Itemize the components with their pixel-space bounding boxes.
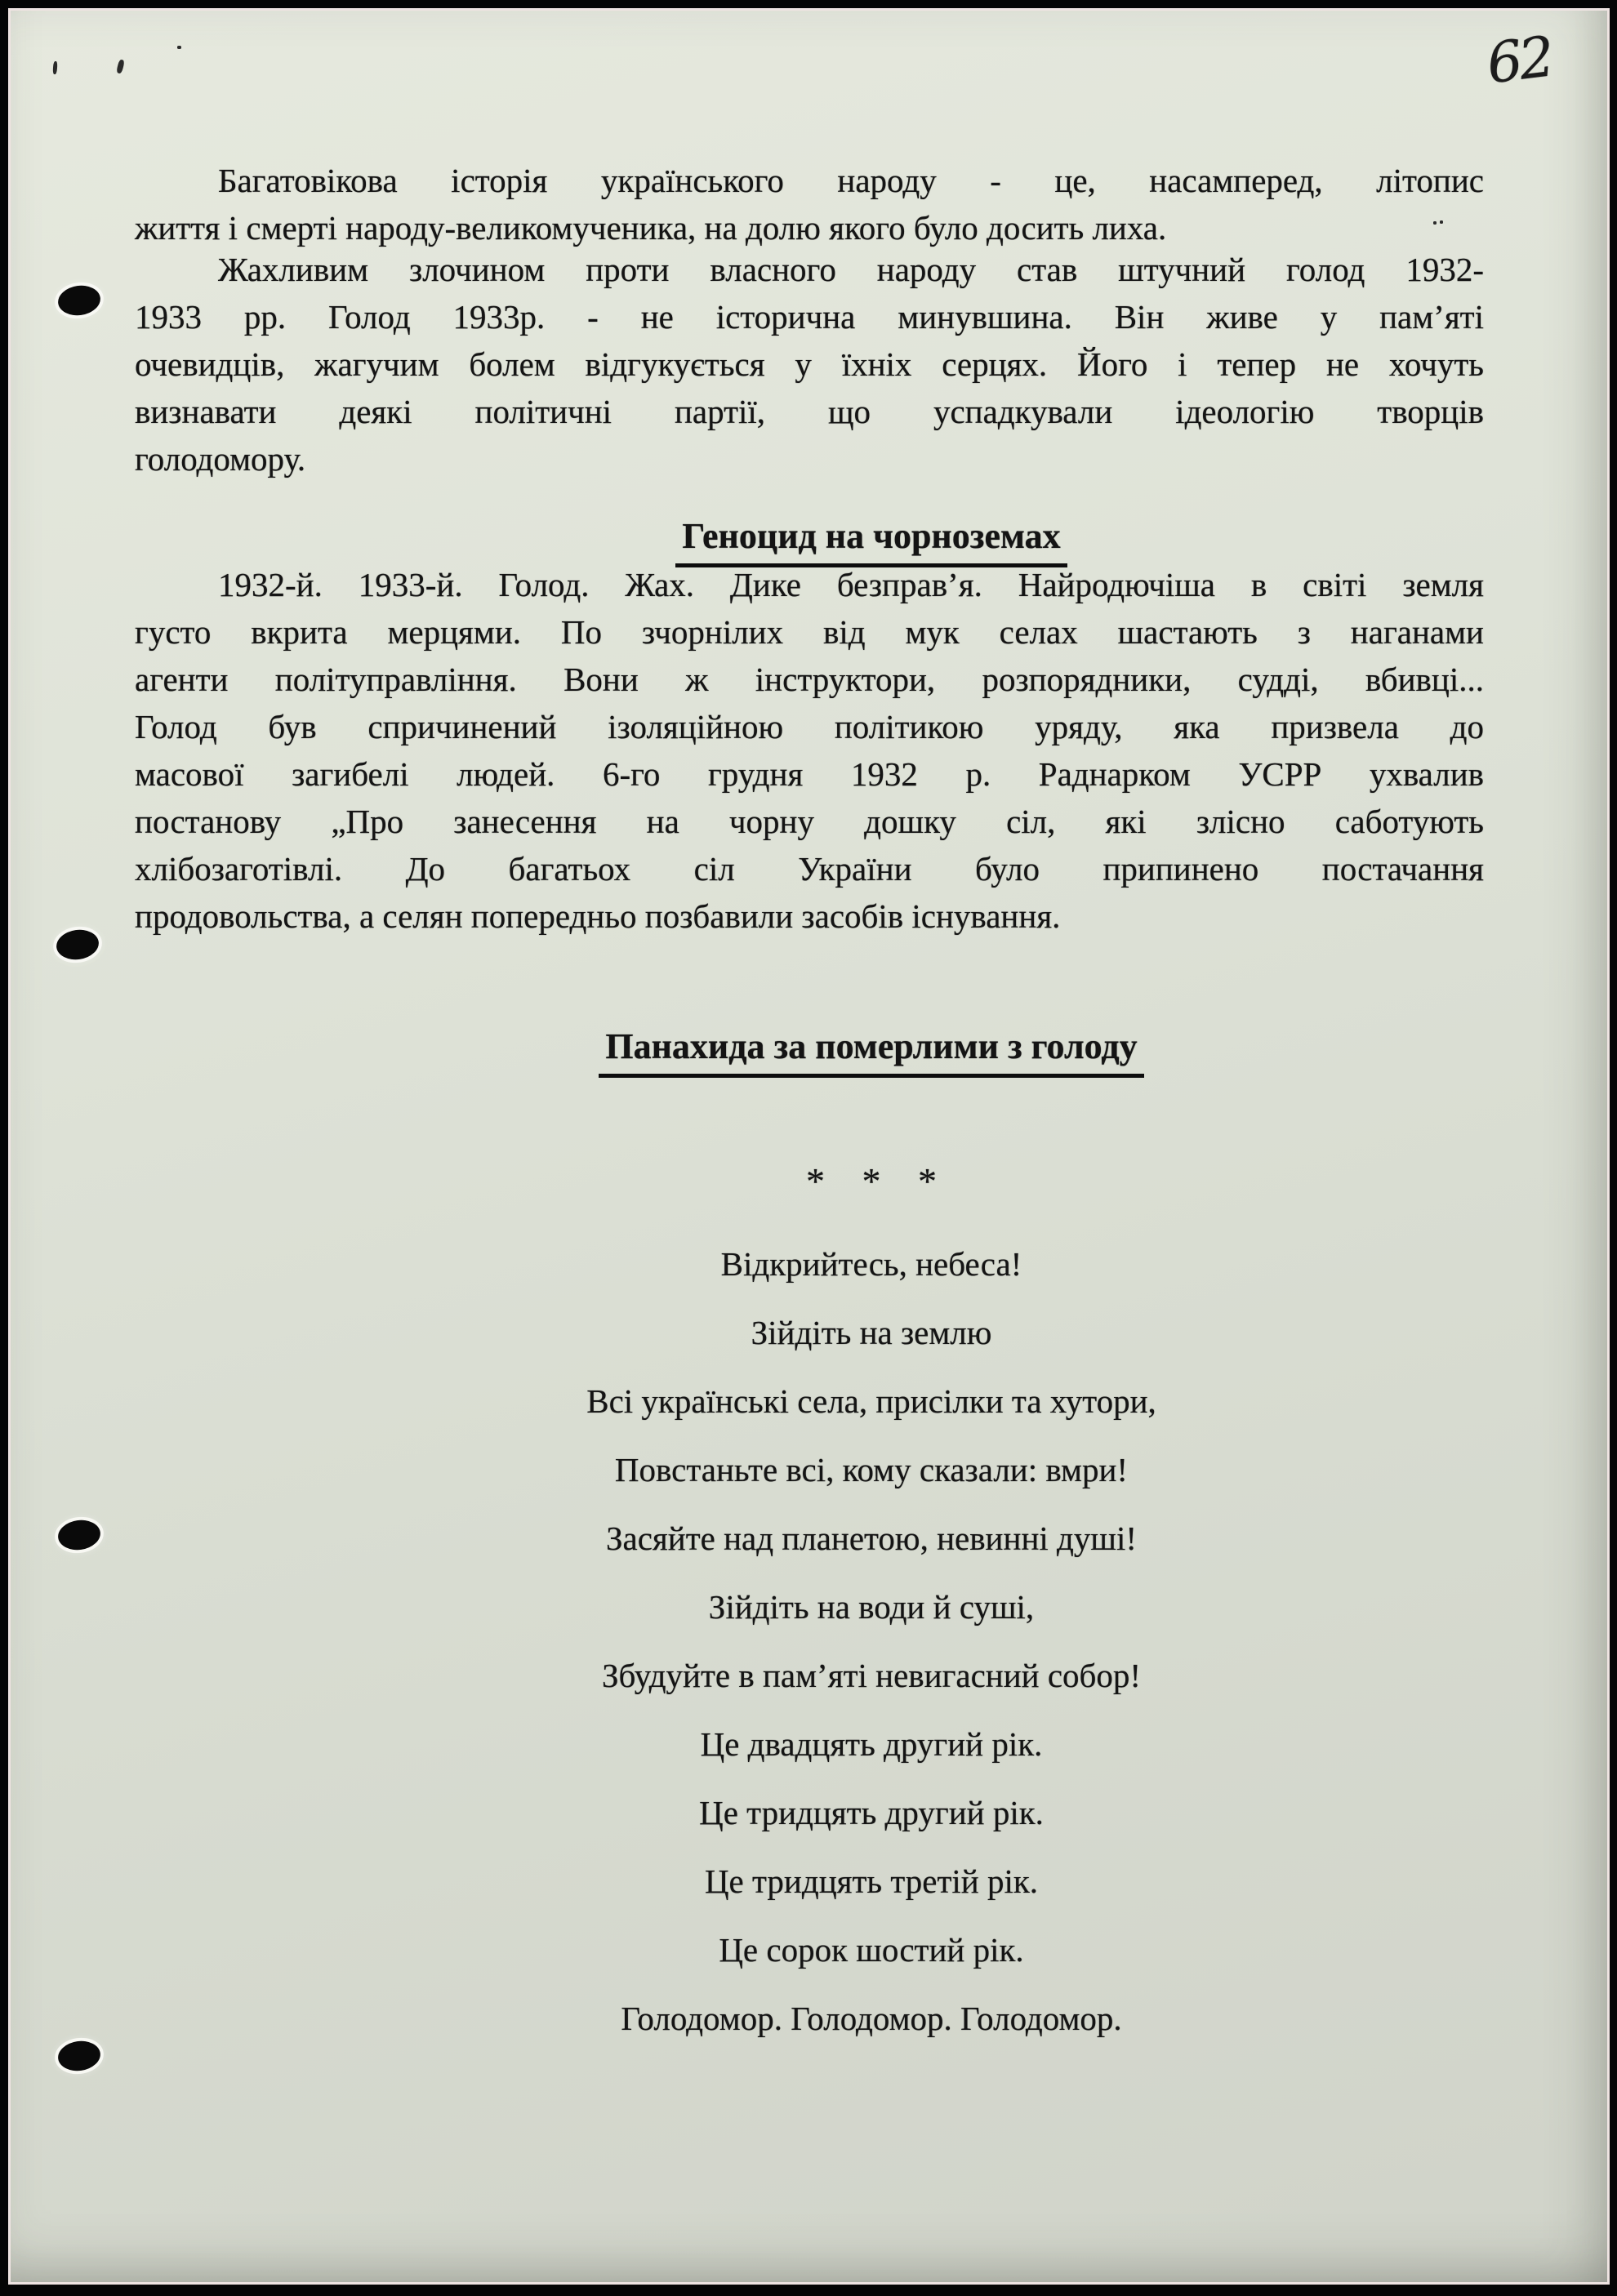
poem-line: Це сорок шостий рік. (719, 1931, 1024, 1969)
paragraph-line: визнавати деякі політичні партії, що успадкували ідеологію творців (135, 393, 1484, 430)
poem-line: Зійдіть на води й суші, (708, 1588, 1035, 1626)
punch-hole (56, 283, 103, 318)
paragraph-line: 1932-й. 1933-й. Голод. Жах. Дике безправ’я. Найродючіша в світі земля (218, 566, 1484, 603)
poem-line: Відкрийтесь, небеса! (720, 1245, 1022, 1283)
heading-text: Геноцид на чорноземах (675, 512, 1067, 567)
poem-line: Це двадцять другий рік. (700, 1725, 1043, 1763)
paragraph-line: хлібозаготівлі. До багатьох сіл України було припинено постачання (135, 850, 1484, 888)
scan-speck (52, 61, 57, 74)
paragraph-line: масової загибелі людей. 6-го грудня 1932 р. Раднарком УСРР ухвалив (135, 755, 1484, 793)
handwritten-page-number: 62 (1483, 24, 1556, 97)
scan-speck (116, 59, 125, 73)
poem-line: Збудуйте в пам’яті невигасний собор! (601, 1657, 1142, 1694)
paragraph-line: 1933 рр. Голод 1933р. - не історична минувшина. Він живе у пам’яті (135, 298, 1484, 336)
heading-text: Панахида за померлими з голоду (599, 1022, 1143, 1078)
paragraph-line: очевидців, жагучим болем відгукується у їхніх серцях. Його і тепер не хочуть (135, 345, 1484, 383)
paragraph-line: продовольства, а селян попередньо позбавили засобів існування. (135, 897, 1061, 935)
poem-line: Зійдіть на землю (751, 1314, 992, 1351)
poem-line: Це тридцять третій рік. (704, 1862, 1039, 1900)
paragraph-line: голодомору. (135, 440, 306, 478)
intro-paragraph-2 (135, 246, 1484, 483)
paragraph-line: постанову „Про занесення на чорну дошку сіл, які злісно саботують (135, 803, 1484, 840)
intro-paragraph-1 (135, 157, 1484, 251)
genocide-paragraph (135, 561, 1484, 940)
poem-line: Голодомор. Голодомор. Голодомор. (621, 2000, 1122, 2037)
section-heading-genocide (135, 512, 1546, 567)
paragraph-line: Жахливим злочином проти власного народу став штучний голод 1932- (218, 251, 1484, 288)
poem-line: Всі українські села, присілки та хутори, (586, 1382, 1156, 1420)
punch-hole (55, 928, 101, 963)
scan-speck (177, 46, 181, 49)
poem-line: Це тридцять другий рік. (699, 1794, 1044, 1831)
punch-hole (56, 2039, 103, 2074)
poem-line: Повстаньте всі, кому сказали: вмри! (614, 1451, 1129, 1488)
document-page (11, 11, 1607, 2282)
poem-line: Засяйте над планетою, невинні душі! (605, 1520, 1138, 1557)
paragraph-line: агенти політуправління. Вони ж інструктори, розпорядники, судді, вбивці... (135, 661, 1484, 698)
paragraph-line: життя і смерті народу-великомученика, на долю якого було досить лиха. (135, 209, 1167, 247)
separator-text: * * * (806, 1160, 937, 1202)
punch-hole (56, 1518, 103, 1553)
paragraph-line: Багатовікова історія українського народу - це, насамперед, літопис (218, 162, 1484, 199)
asterisk-separator (135, 1159, 1546, 1204)
paragraph-line: густо вкрита мерцями. По зчорнілих від мук селах шастають з наганами (135, 613, 1484, 651)
paragraph-line: Голод був спричинений ізоляційною політикою уряду, яка призвела до (135, 708, 1484, 745)
section-heading-panakhyda (135, 1022, 1546, 1078)
poem (135, 1230, 1546, 2053)
